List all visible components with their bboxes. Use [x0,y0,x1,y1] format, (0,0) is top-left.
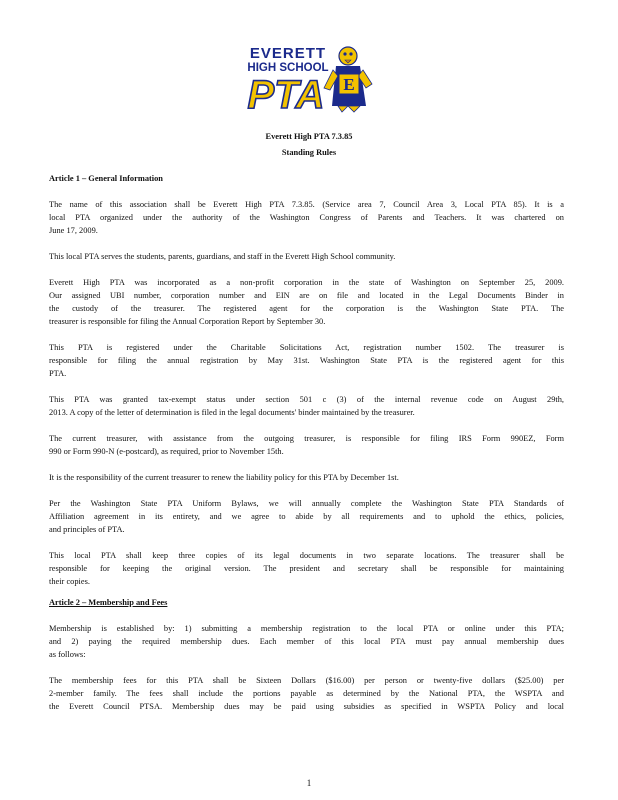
article-1-paragraph [49,497,564,536]
article-1-paragraph [49,341,564,380]
text-line: June 17, 2009. [49,226,98,235]
document-title: Everett High PTA 7.3.85 [265,132,353,141]
article-1-paragraph [49,471,564,484]
text-line: responsible for filing the annual registration by May 31st. Washington State PTA is the registered agent for this [49,356,564,365]
text-line: the Everett Council PTSA. Membership dues may be paid using subsidies as specified in WSPTA Policy and local [49,702,564,711]
article-1-paragraph [49,276,564,328]
text-line: and principles of PTA. [49,525,125,534]
article-2-heading: Article 2 – Membership and Fees [49,598,168,607]
mascot-emblem [324,47,372,112]
text-line: Our assigned UBI number, corporation number and EIN are on file and located in the Legal Documents Binder in [49,291,564,300]
text-line: Everett High PTA was incorporated as a non-profit corporation in the state of Washington on September 25, 2009. [49,278,564,287]
text-line: and 2) paying the required membership dues. Each member of this local PTA must pay annual membership dues [49,637,564,646]
everett-pta-logo [244,44,376,114]
article-1-paragraph [49,198,564,237]
text-line: local PTA organized under the authority of the Washington Congress of Parents and Teachers. It was chartered on [49,213,564,222]
emblem-letter: E [343,75,355,94]
article-1-paragraph [49,393,564,419]
logo-everett-text: EVERETT [249,45,327,62]
text-line: 990 or Form 990-N (e-postcard), as required, prior to November 15th. [49,447,284,456]
text-line: as follows: [49,650,86,659]
text-line: The current treasurer, with assistance from the outgoing treasurer, is responsible for filing IRS Form 990EZ, Form [49,434,564,443]
text-line: their copies. [49,577,90,586]
text-line: Membership is established by: 1) submitting a membership registration to the local PTA or online under this PTA; [49,624,564,633]
article-1-paragraph [49,432,564,458]
text-line: treasurer is responsible for filing the Annual Corporation Report by September 30. [49,317,326,326]
text-line: 2013. A copy of the letter of determination is filed in the legal documents' binder maintained by the treasurer. [49,408,415,417]
text-line: 2-member family. The fees shall include the portions payable as determined by the National PTA, the WSPTA and [49,689,564,698]
text-line: The name of this association shall be Everett High PTA 7.3.85. (Service area 7, Council Area 3, Local PTA 85). It is a [49,200,564,209]
article-1-paragraph [49,549,564,588]
page-number: 1 [306,778,312,788]
article-1-paragraph [49,250,564,263]
text-line: PTA. [49,369,67,378]
text-line: Per the Washington State PTA Uniform Bylaws, we will annually complete the Washington State PTA Standards of [49,499,564,508]
text-line: It is the responsibility of the current treasurer to renew the liability policy for this PTA by December 1st. [49,473,399,482]
document-body [49,172,564,726]
text-line: The membership fees for this PTA shall be Sixteen Dollars ($16.00) per person or twenty-five dollars ($25.00) per [49,676,564,685]
logo-pta-text: PTA [247,73,325,114]
article-1-heading: Article 1 – General Information [49,174,163,183]
article-2-paragraph [49,622,564,661]
text-line: responsible for keeping the original version. The president and secretary shall be responsible for maintaining [49,564,564,573]
document-subtitle: Standing Rules [281,148,337,157]
logo-highschool-text: HIGH SCHOOL [247,62,329,74]
article-2-paragraph [49,674,564,713]
text-line: This local PTA shall keep three copies of its legal documents in two separate locations. The treasurer shall be [49,551,564,560]
text-line: This PTA was granted tax-exempt status under section 501 c (3) of the internal revenue code on August 29th, [49,395,564,404]
text-line: the custody of the treasurer. The registered agent for the corporation is the Washington State PTA. The [49,304,564,313]
text-line: Affiliation agreement in its entirety, and we agree to abide by all requirements and to uphold the ethics, policies, [49,512,564,521]
text-line: This PTA is registered under the Charitable Solicitations Act, registration number 1502. The treasurer is [49,343,564,352]
text-line: This local PTA serves the students, parents, guardians, and staff in the Everett High School community. [49,252,396,261]
